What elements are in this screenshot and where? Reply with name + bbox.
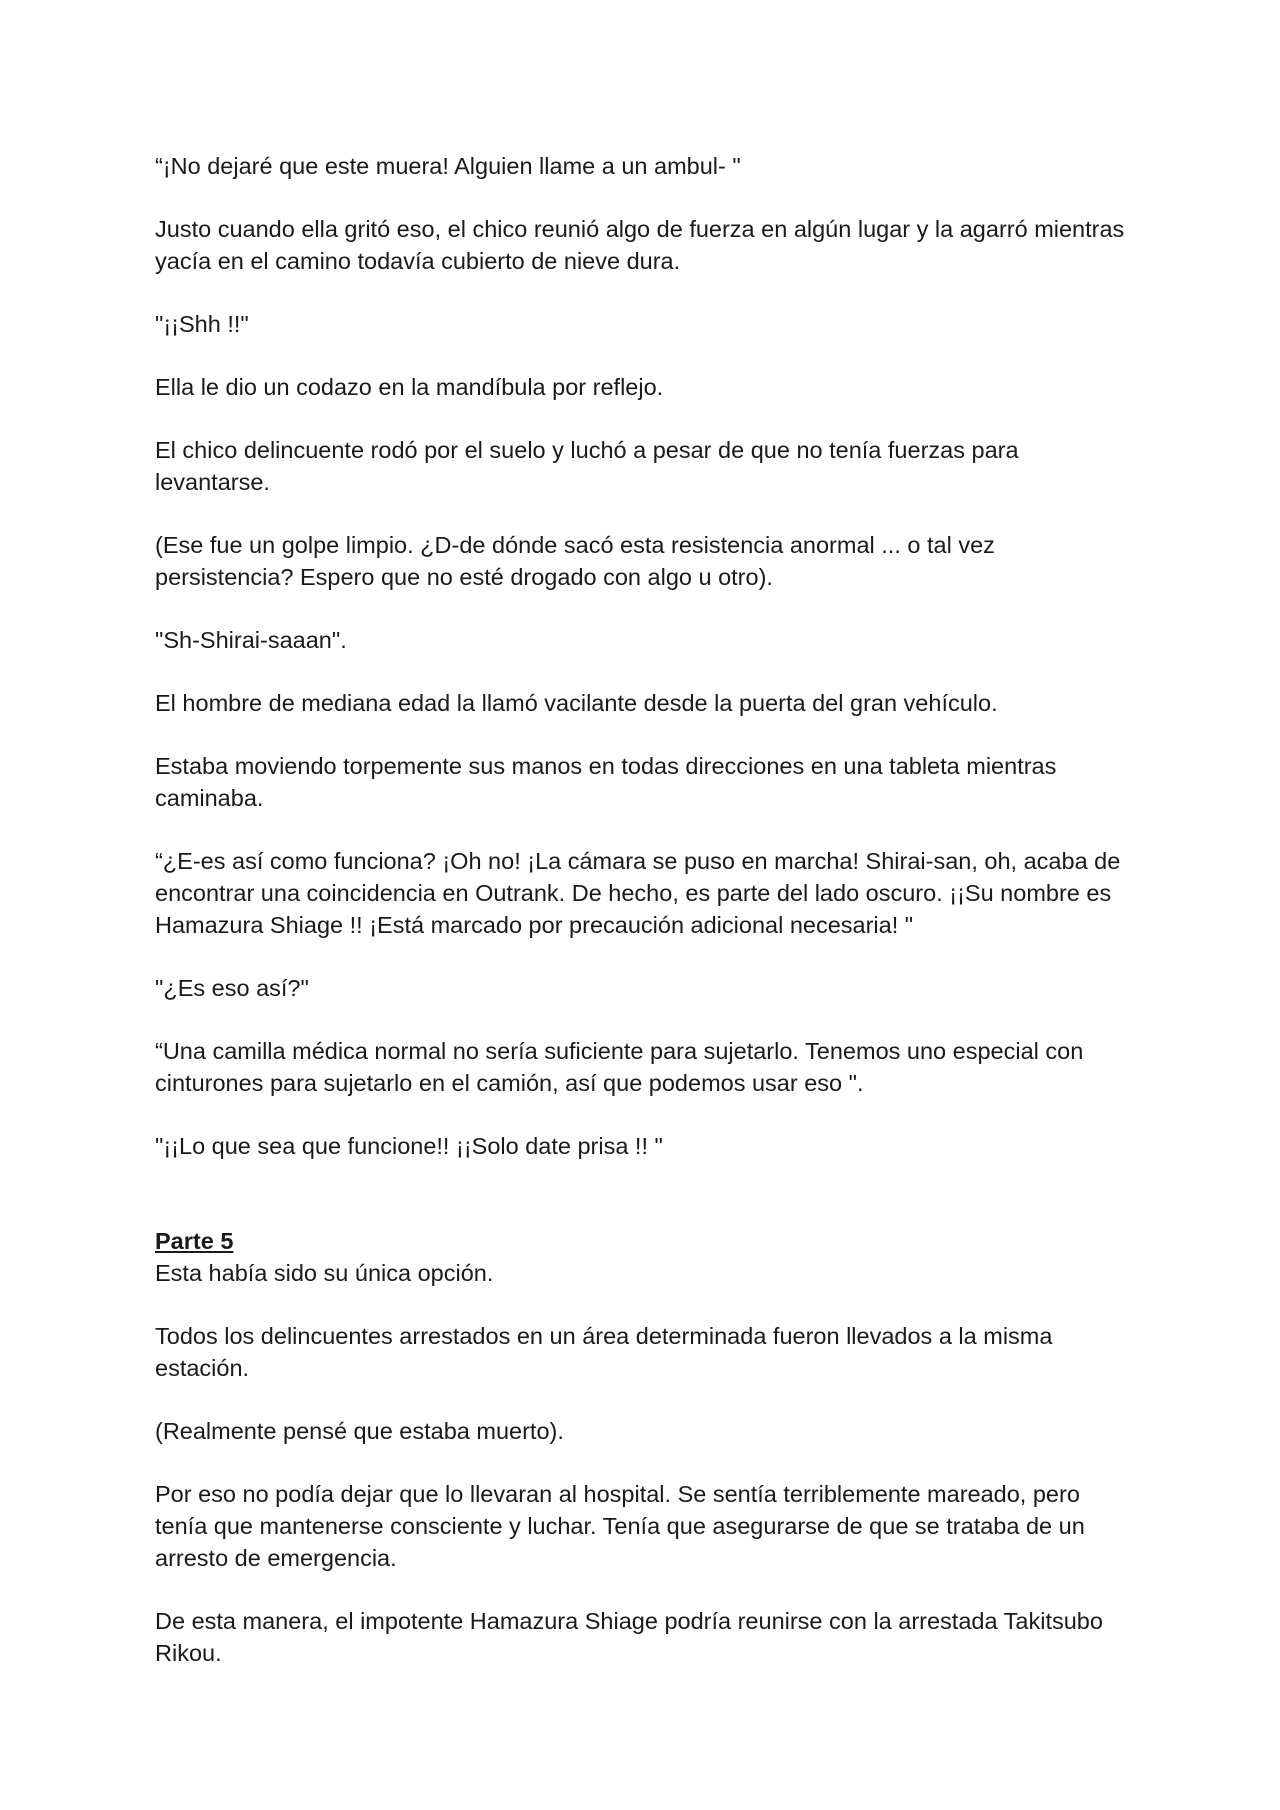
paragraph: (Realmente pensé que estaba muerto). bbox=[155, 1418, 564, 1444]
paragraph: "¡¡Shh !!" bbox=[155, 311, 249, 337]
paragraph: El hombre de mediana edad la llamó vacilante desde la puerta del gran vehículo. bbox=[155, 690, 998, 716]
paragraph: Ella le dio un codazo en la mandíbula por reflejo. bbox=[155, 374, 664, 400]
paragraph: Estaba moviendo torpemente sus manos en todas direcciones en una tableta mientras caminaba. bbox=[155, 753, 1057, 811]
paragraph: “¡No dejaré que este muera! Alguien llame a un ambul- " bbox=[155, 153, 741, 179]
paragraph: De esta manera, el impotente Hamazura Shiage podría reunirse con la arrestada Takitsubo Rikou. bbox=[155, 1608, 1103, 1666]
paragraph: Esta había sido su única opción. bbox=[155, 1260, 494, 1286]
paragraph: Por eso no podía dejar que lo llevaran al hospital. Se sentía terriblemente mareado, pero tenía que mantenerse consciente y luchar. Tenía que asegurarse de que se trataba de un arresto de emergencia. bbox=[155, 1481, 1085, 1571]
paragraph: Todos los delincuentes arrestados en un área determinada fueron llevados a la misma estación. bbox=[155, 1323, 1053, 1381]
paragraph: Justo cuando ella gritó eso, el chico reunió algo de fuerza en algún lugar y la agarró mientras yacía en el camino todavía cubierto de nieve dura. bbox=[155, 216, 1125, 274]
section-heading: Parte 5 bbox=[155, 1228, 234, 1254]
document-page bbox=[155, 150, 1135, 1669]
paragraph: “Una camilla médica normal no sería suficiente para sujetarlo. Tenemos uno especial con cinturones para sujetarlo en el camión, así que podemos usar eso ". bbox=[155, 1038, 1084, 1096]
section-spacer bbox=[155, 1193, 1135, 1225]
paragraph: “¿E-es así como funciona? ¡Oh no! ¡La cámara se puso en marcha! Shirai-san, oh, acaba de encontrar una coincidencia en Outrank. De hecho, es parte del lado oscuro. ¡¡Su nombre es Hamazura Shiage !! ¡Está marcado por precaución adicional necesaria! " bbox=[155, 848, 1121, 938]
paragraph: El chico delincuente rodó por el suelo y luchó a pesar de que no tenía fuerzas para levantarse. bbox=[155, 437, 1019, 495]
paragraph: (Ese fue un golpe limpio. ¿D-de dónde sacó esta resistencia anormal ... o tal vez persistencia? Espero que no esté drogado con algo u otro). bbox=[155, 532, 995, 590]
paragraph: "¿Es eso así?" bbox=[155, 975, 309, 1001]
paragraph: "¡¡Lo que sea que funcione!! ¡¡Solo date prisa !! " bbox=[155, 1133, 663, 1159]
paragraph: "Sh-Shirai-saaan". bbox=[155, 627, 347, 653]
